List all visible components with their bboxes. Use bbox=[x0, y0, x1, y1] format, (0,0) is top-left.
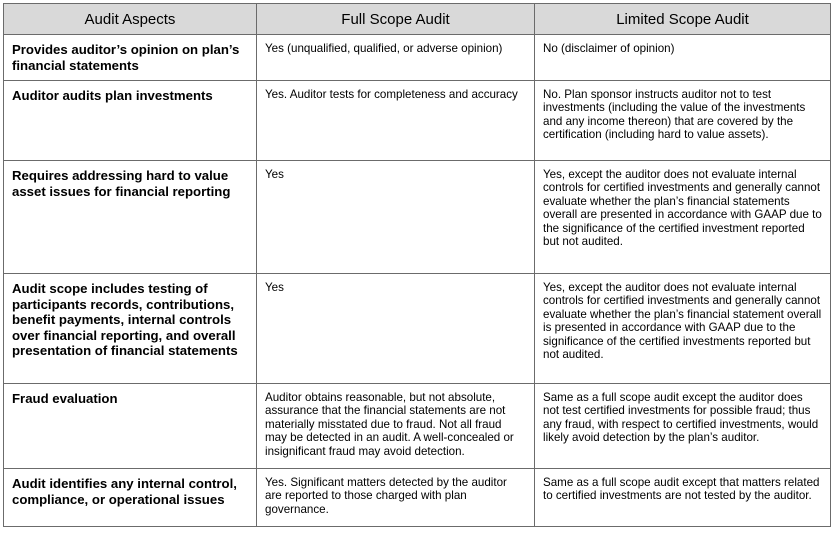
table-row bbox=[4, 35, 831, 81]
aspect-cell: Audit scope includes testing of participants records, contributions, benefit payments, internal controls over financial reporting, and overall presentation of financial statements bbox=[4, 274, 257, 384]
limited-scope-cell: No. Plan sponsor instructs auditor not to test investments (including the value of the investments and any income thereon) that are covered by the certification (including hard to value assets). bbox=[535, 81, 831, 161]
limited-scope-cell: Same as a full scope audit except that matters related to certified investments are not tested by the auditor. bbox=[535, 469, 831, 527]
header-full-scope-audit: Full Scope Audit bbox=[257, 4, 535, 35]
header-audit-aspects: Audit Aspects bbox=[4, 4, 257, 35]
aspect-cell: Provides auditor’s opinion on plan’s financial statements bbox=[4, 35, 257, 81]
full-scope-cell: Yes. Significant matters detected by the auditor are reported to those charged with plan governance. bbox=[257, 469, 535, 527]
table-row bbox=[4, 384, 831, 469]
full-scope-cell: Auditor obtains reasonable, but not absolute, assurance that the financial statements are not materially misstated due to fraud. Not all fraud may be detected in an audit. A well-concealed or insignificant fraud may avoid detection. bbox=[257, 384, 535, 469]
aspect-cell: Fraud evaluation bbox=[4, 384, 257, 469]
aspect-cell: Auditor audits plan investments bbox=[4, 81, 257, 161]
full-scope-cell: Yes bbox=[257, 161, 535, 274]
limited-scope-cell: Yes, except the auditor does not evaluate internal controls for certified investments and generally cannot evaluate whether the plan’s financial statement overall is presented in accordance with GAAP due to the significance of the certified investments reported but not audited. bbox=[535, 274, 831, 384]
aspect-cell: Requires addressing hard to value asset issues for financial reporting bbox=[4, 161, 257, 274]
limited-scope-cell: Yes, except the auditor does not evaluate internal controls for certified investments and generally cannot evaluate whether the plan’s financial statements overall are presented in accordance with GAAP due to the significance of the certified investment reported but not audited. bbox=[535, 161, 831, 274]
table-row bbox=[4, 81, 831, 161]
full-scope-cell: Yes. Auditor tests for completeness and accuracy bbox=[257, 81, 535, 161]
limited-scope-cell: Same as a full scope audit except the auditor does not test certified investments for possible fraud; thus any fraud, with respect to certified investments, would likely avoid detection by the plan’s auditor. bbox=[535, 384, 831, 469]
full-scope-cell: Yes (unqualified, qualified, or adverse opinion) bbox=[257, 35, 535, 81]
limited-scope-cell: No (disclaimer of opinion) bbox=[535, 35, 831, 81]
table-row bbox=[4, 469, 831, 527]
table-header-row bbox=[4, 4, 831, 35]
header-limited-scope-audit: Limited Scope Audit bbox=[535, 4, 831, 35]
audit-comparison-table bbox=[3, 3, 831, 527]
aspect-cell: Audit identifies any internal control, compliance, or operational issues bbox=[4, 469, 257, 527]
table-row bbox=[4, 274, 831, 384]
full-scope-cell: Yes bbox=[257, 274, 535, 384]
table-row bbox=[4, 161, 831, 274]
